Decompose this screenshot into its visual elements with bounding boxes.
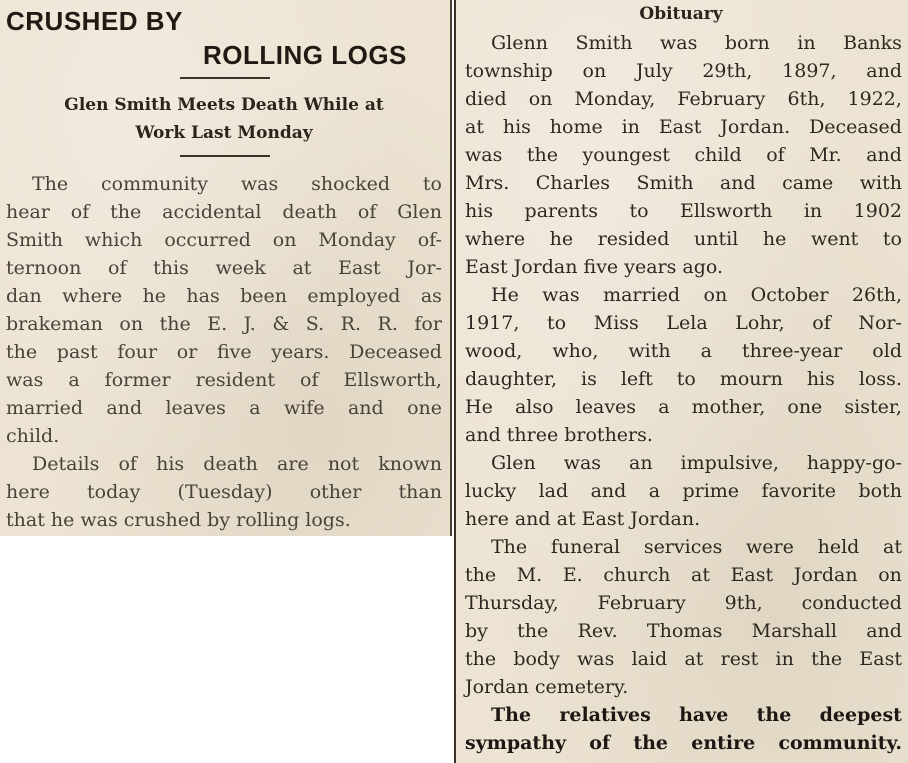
text-line: The funeral services were held at: [491, 536, 902, 558]
text-line: and three brothers.: [465, 424, 653, 446]
text-line: township on July 29th, 1897, and: [465, 60, 902, 82]
subhead-rule: [180, 155, 270, 157]
text-line: by the Rev. Thomas Marshall and: [465, 620, 902, 642]
column-rule: [450, 0, 452, 536]
text-line: his parents to Ellsworth in 1902: [465, 200, 902, 222]
text-line: He also leaves a mother, one sister,: [465, 396, 902, 418]
text-line: The relatives have the deepest: [491, 704, 902, 726]
text-line: here today (Tuesday) other than: [6, 481, 442, 503]
text-line: The community was shocked to: [32, 173, 442, 195]
text-line: Jordan cemetery.: [465, 676, 629, 698]
text-line: ternoon of this week at East Jor-: [6, 257, 442, 279]
text-line: 1917, to Miss Lela Lohr, of Nor-: [465, 312, 902, 334]
text-line: Thursday, February 9th, conducted: [465, 592, 902, 614]
text-line: the past four or five years. Deceased: [6, 341, 442, 363]
text-line: daughter, is left to mourn his loss.: [465, 368, 902, 390]
text-line: Smith which occurred on Monday of-: [6, 229, 442, 251]
text-line: He was married on October 26th,: [491, 284, 902, 306]
headline-line1: CRUSHED BY: [6, 6, 183, 36]
text-line: that he was crushed by rolling logs.: [6, 509, 351, 531]
obituary-title: Obituary: [639, 4, 723, 24]
headline-rule: [180, 77, 270, 79]
text-line: the M. E. church at East Jordan on: [465, 564, 902, 586]
text-line: sympathy of the entire community.: [465, 732, 902, 754]
text-line: Mrs. Charles Smith and came with: [465, 172, 902, 194]
headline-line2: ROLLING LOGS: [203, 40, 407, 70]
text-line: Glen was an impulsive, happy-go-: [491, 452, 902, 474]
text-line: where he resided until he went to: [465, 228, 902, 250]
text-line: Glenn Smith was born in Banks: [491, 32, 902, 54]
subhead-line1: Glen Smith Meets Death While at: [64, 95, 384, 115]
text-line: the body was laid at rest in the East: [465, 648, 902, 670]
text-line: wood, who, with a three-year old: [465, 340, 902, 362]
text-line: married and leaves a wife and one: [6, 397, 442, 419]
text-line: child.: [6, 425, 60, 447]
text-line: East Jordan five years ago.: [465, 256, 724, 278]
text-line: here and at East Jordan.: [465, 508, 701, 530]
text-line: at his home in East Jordan. Deceased: [465, 116, 902, 138]
text-line: was the youngest child of Mr. and: [465, 144, 902, 166]
text-line: died on Monday, February 6th, 1922,: [465, 88, 902, 110]
text-line: lucky lad and a prime favorite both: [465, 480, 902, 502]
text-line: dan where he has been employed as: [6, 285, 442, 307]
text-line: Details of his death are not known: [32, 453, 442, 475]
text-line: was a former resident of Ellsworth,: [6, 369, 442, 391]
text-line: hear of the accidental death of Glen: [6, 201, 442, 223]
text-line: brakeman on the E. J. & S. R. R. for: [6, 313, 442, 335]
subhead-line2: Work Last Monday: [135, 123, 313, 143]
